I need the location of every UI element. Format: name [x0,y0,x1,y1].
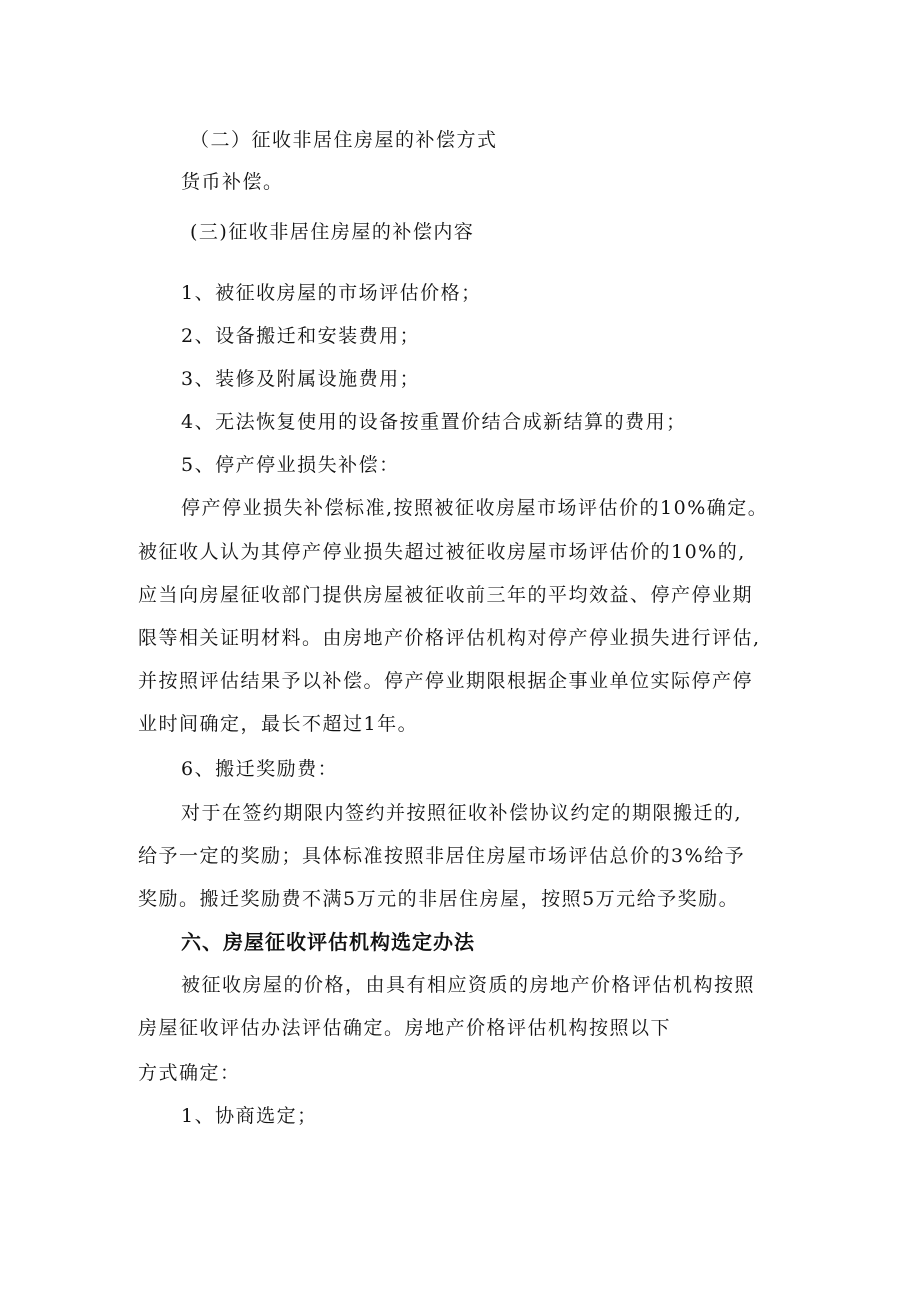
paragraph-line: 方式确定： [138,1062,241,1084]
paragraph-line: 被征收人认为其停产停业损失超过被征收房屋市场评估价的10%的, [138,541,746,563]
list-item: 1、协商选定； [181,1105,318,1127]
section-3-heading: (三)征收非居住房屋的补偿内容 [190,221,475,243]
paragraph-line: 停产停业损失补偿标准,按照被征收房屋市场评估价的10%确定。 [181,497,769,519]
paragraph-line: 奖励。搬迁奖励费不满5万元的非居住房屋，按照5万元给予奖励。 [138,888,740,910]
list-item: 4、无法恢复使用的设备按重置价结合成新结算的费用； [181,411,687,433]
list-item: 3、装修及附属设施费用； [181,368,421,390]
section-6-heading: 六、房屋征收评估机构选定办法 [181,930,475,954]
paragraph-line: 并按照评估结果予以补偿。停产停业期限根据企事业单位实际停产停 [138,670,754,692]
paragraph-line: 对于在签约期限内签约并按照征收补偿协议约定的期限搬迁的, [181,802,743,824]
section-2-heading: （二）征收非居住房屋的补偿方式 [190,129,498,151]
paragraph-line: 房屋征收评估办法评估确定。房地产价格评估机构按照以下 [138,1017,672,1039]
list-item: 5、停产停业损失补偿： [181,454,400,476]
paragraph-line: 给予一定的奖励；具体标准按照非居住房屋市场评估总价的3%给予 [138,845,746,867]
section-2-body: 货币补偿。 [181,171,284,193]
paragraph-line: 应当向房屋征收部门提供房屋被征收前三年的平均效益、停产停业期 [138,584,754,606]
list-item: 2、设备搬迁和安装费用； [181,325,421,347]
paragraph-line: 业时间确定，最长不超过1年。 [138,713,419,735]
paragraph-line: 被征收房屋的价格，由具有相应资质的房地产价格评估机构按照 [181,974,756,996]
list-item: 1、被征收房屋的市场评估价格； [181,282,482,304]
list-item: 6、搬迁奖励费： [181,758,339,780]
paragraph-line: 限等相关证明材料。由房地产价格评估机构对停产停业损失进行评估, [138,627,761,649]
